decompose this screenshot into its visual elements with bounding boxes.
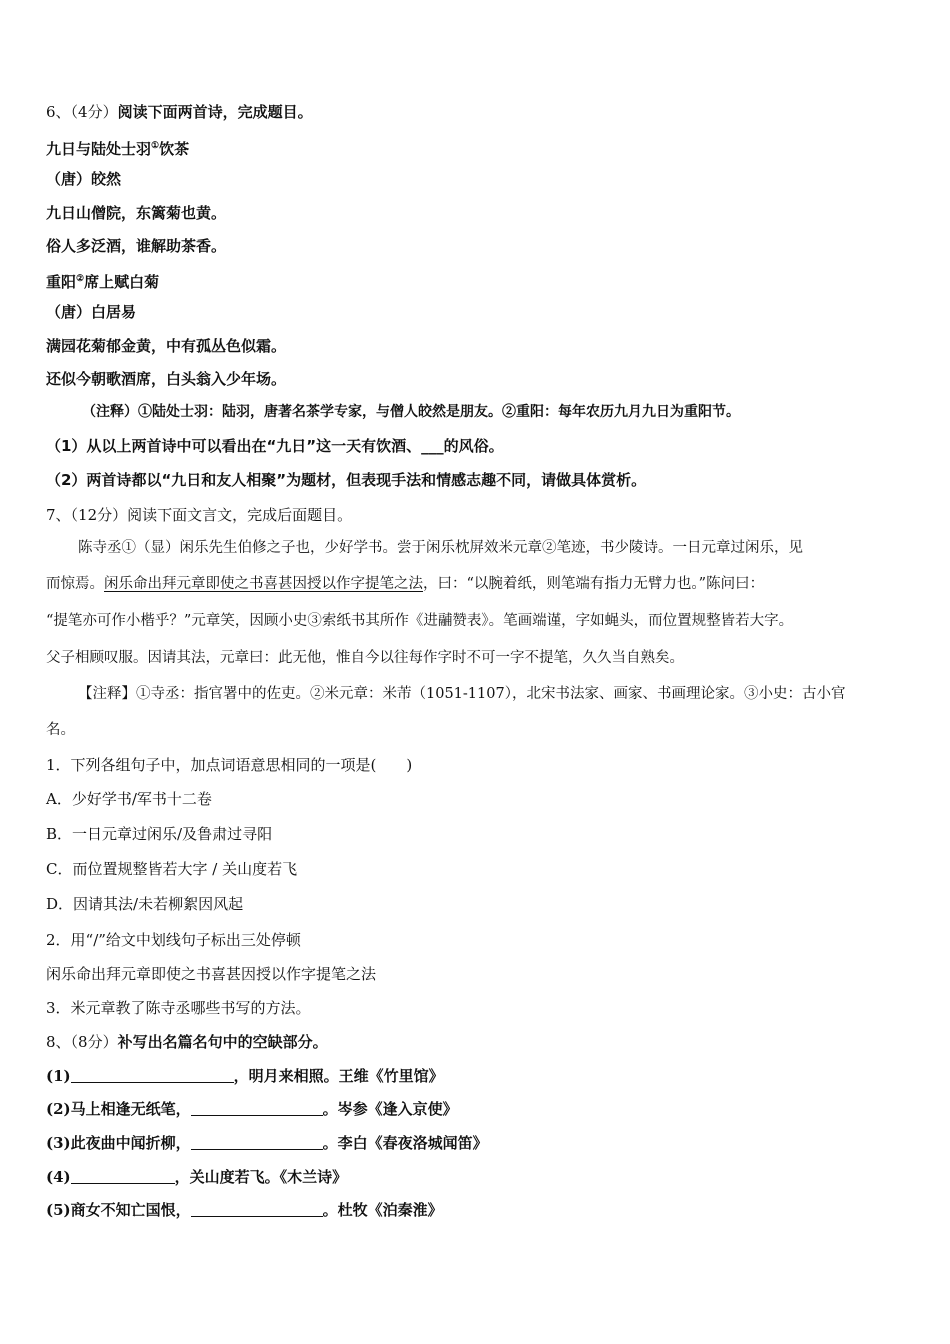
q7-question2: 2．用“/”给文中划线句子标出三处停顿 <box>46 931 301 949</box>
q7-passage-line1: 陈寺丞①（显）闲乐先生伯修之子也，少好学书。尝于闲乐枕屏效米元章②笔迹，书少陵诗。一日元章过闲乐，见 <box>78 540 803 556</box>
poem1-title <box>46 136 189 159</box>
poem1-title-a: 九日与陆处士羽 <box>46 140 152 158</box>
q8-item2-post: 。岑参《逢入京使》 <box>322 1100 458 1118</box>
q6-header <box>46 102 313 122</box>
q7-passage-line2-a: 而惊焉。 <box>46 576 104 592</box>
poem1-line2: 俗人多泛酒，谁解助茶香。 <box>46 237 227 255</box>
q8-item1-pre: (1) <box>46 1067 71 1085</box>
q8-item3 <box>46 1133 488 1153</box>
q7-underlined-sentence: 闲乐命出拜元章即使之书喜甚因授以作字提笔之法 <box>104 576 423 592</box>
q8-item1-blank[interactable] <box>71 1068 234 1083</box>
q7-option-a: A．少好学书/军书十二卷 <box>46 790 212 808</box>
q6-instruction: 阅读下面两首诗，完成题目。 <box>117 103 313 121</box>
q8-item2 <box>46 1099 458 1119</box>
poem2-line1: 满园花菊郁金黄，中有孤丛色似霜。 <box>46 337 287 355</box>
q7-passage-line3: “提笔亦可作小楷乎？”元章笑，因顾小史③索纸书其所作《进鬴赞表》。笔画端谨，字如蝇头，而位置规整皆若大字。 <box>46 613 794 629</box>
q7-option-d: D．因请其法/未若柳絮因风起 <box>46 895 244 913</box>
poem2-author: （唐）白居易 <box>46 303 137 321</box>
q7-question1: 1．下列各组句子中，加点词语意思相同的一项是( ) <box>46 756 413 774</box>
q7-passage-line2 <box>46 574 764 594</box>
q8-item2-blank[interactable] <box>191 1101 323 1116</box>
q7-passage-line2-b: ，曰：“以腕着纸，则笔端有指力无臂力也。”陈问曰： <box>423 576 765 592</box>
q7-question3: 3．米元章教了陈寺丞哪些书写的方法。 <box>46 999 311 1017</box>
q6-score: （4分） <box>70 103 118 121</box>
q8-item4-blank[interactable] <box>71 1169 175 1184</box>
q8-item4 <box>46 1167 347 1187</box>
poem2-title-b: 席上赋白菊 <box>84 273 160 291</box>
q8-item3-blank[interactable] <box>191 1135 323 1150</box>
q6-sub2: （2）两首诗都以“九日和友人相聚”为题材，但表现手法和情感志趣不同，请做具体赏析。 <box>46 471 647 489</box>
q6-number: 6、 <box>46 103 71 121</box>
q8-item2-pre: (2)马上相逢无纸笔， <box>46 1100 191 1118</box>
q8-score: （8分） <box>70 1033 118 1051</box>
q7-option-c: C．而位置规整皆若大字 / 关山度若飞 <box>46 860 298 878</box>
q8-item1 <box>46 1066 444 1086</box>
q8-item4-post: ，关山度若飞。《木兰诗》 <box>174 1168 348 1186</box>
poem1-title-note: ① <box>151 141 160 151</box>
poem2-title-note: ② <box>76 274 85 284</box>
q8-item4-pre: (4) <box>46 1168 71 1186</box>
poem2-title-a: 重阳 <box>46 273 77 291</box>
q7-question2-sentence: 闲乐命出拜元章即使之书喜甚因授以作字提笔之法 <box>46 965 377 983</box>
poem2-title <box>46 269 159 292</box>
poem2-line2: 还似今朝歌酒席，白头翁入少年场。 <box>46 370 287 388</box>
q8-item5-post: 。杜牧《泊秦淮》 <box>322 1201 443 1219</box>
q7-header: 7、（12分）阅读下面文言文，完成后面题目。 <box>46 506 353 524</box>
q8-item5-pre: (5)商女不知亡国恨， <box>46 1201 191 1219</box>
q8-item5 <box>46 1200 443 1220</box>
q8-item3-pre: (3)此夜曲中闻折柳， <box>46 1134 191 1152</box>
q8-header <box>46 1032 328 1052</box>
poem1-author: （唐）皎然 <box>46 170 122 188</box>
q8-number: 8、 <box>46 1033 71 1051</box>
q8-item3-post: 。李白《春夜洛城闻笛》 <box>322 1134 488 1152</box>
poem1-title-b: 饮茶 <box>159 140 190 158</box>
q7-note-line1: 【注释】①寺丞：指官署中的佐吏。②米元章：米芾（1051-1107），北宋书法家、画家、书画理论家。③小史：古小官 <box>78 686 846 702</box>
q7-option-b: B．一日元章过闲乐/及鲁肃过寻阳 <box>46 825 273 843</box>
q8-instruction: 补写出名篇名句中的空缺部分。 <box>117 1033 328 1051</box>
poem1-line1: 九日山僧院，东篱菊也黄。 <box>46 204 227 222</box>
q6-sub1: （1）从以上两首诗中可以看出在“九日”这一天有饮酒、___的风俗。 <box>46 437 504 455</box>
q8-item5-blank[interactable] <box>191 1202 323 1217</box>
q6-annotation: （注释）①陆处士羽：陆羽，唐著名茶学专家，与僧人皎然是朋友。②重阳：每年农历九月九日为重阳节。 <box>82 404 740 420</box>
q7-note-line2: 名。 <box>46 722 75 738</box>
q8-item1-post: ，明月来相照。王维《竹里馆》 <box>233 1067 444 1085</box>
q7-passage-line4: 父子相顾叹服。因请其法，元章曰：此无他，惟自今以往每作字时不可一字不提笔，久久当自熟矣。 <box>46 650 684 666</box>
